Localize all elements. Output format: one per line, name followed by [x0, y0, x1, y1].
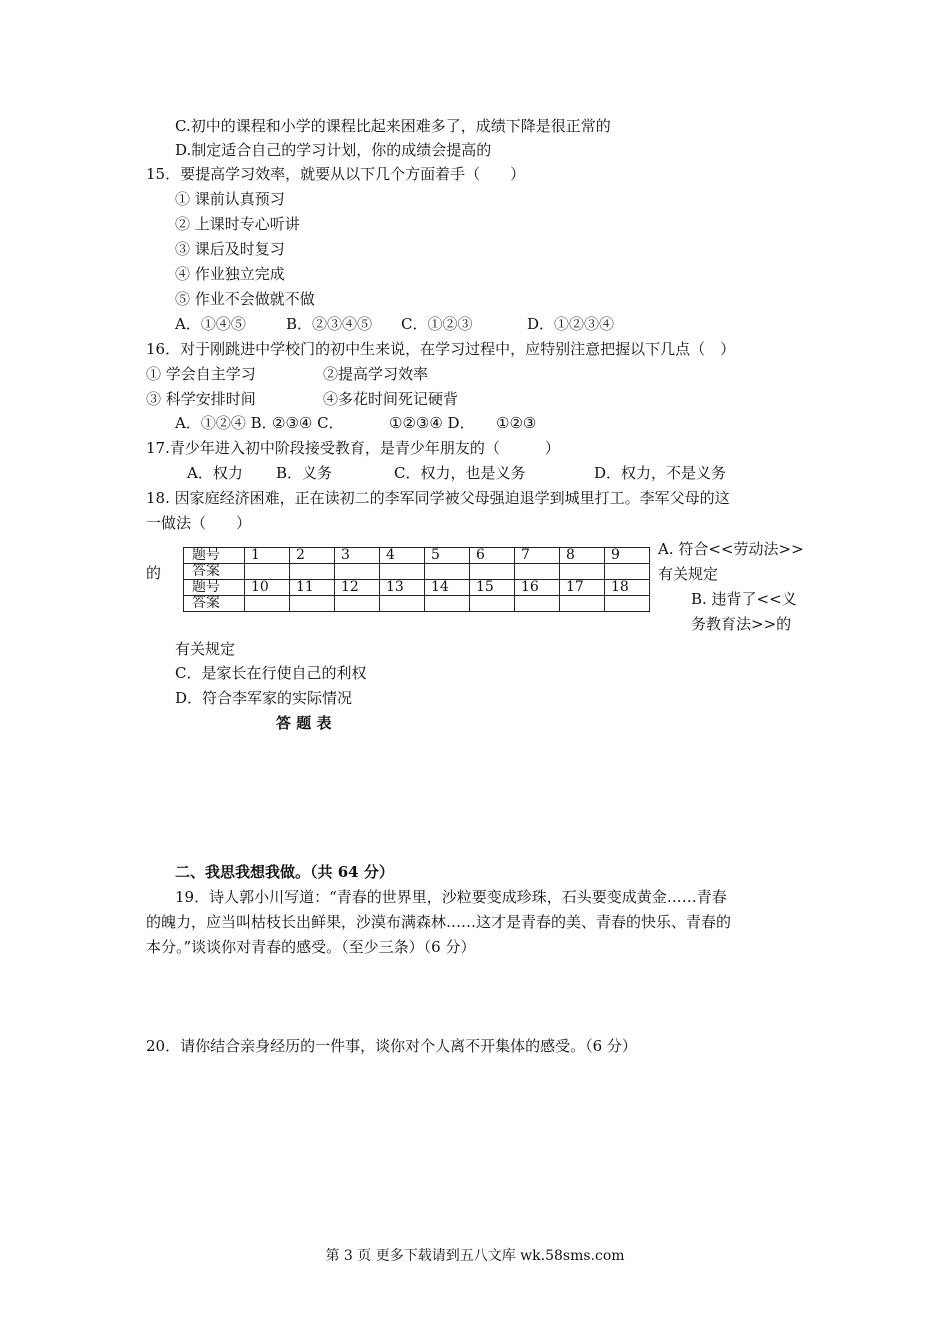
q16-item: ②提高学习效率 — [323, 365, 429, 383]
q16-item: ① 学会自主学习 — [146, 365, 256, 383]
question-number-cell: 18 — [605, 580, 650, 596]
table-row — [184, 596, 650, 612]
q17-stem: 17.青少年进入初中阶段接受教育，是青少年朋友的（ ） — [146, 439, 560, 457]
table-row — [184, 564, 650, 580]
q18-stem: 一做法（ ） — [146, 514, 252, 532]
answer-cell[interactable] — [605, 596, 650, 612]
table-row — [184, 580, 650, 596]
q16-stem: 16．对于刚跳进中学校门的初中生来说，在学习过程中，应特别注意把握以下几点（ ） — [146, 340, 736, 358]
q17-option-a: A．权力 — [187, 464, 243, 482]
question-number-cell: 12 — [335, 580, 380, 596]
q17-option-c: C．权力，也是义务 — [394, 464, 526, 482]
q15-item: ④ 作业独立完成 — [175, 265, 285, 283]
q16-item: ④多花时间死记硬背 — [323, 390, 459, 408]
q14-option-c: C.初中的课程和小学的课程比起来困难多了，成绩下降是很正常的 — [175, 117, 611, 135]
q15-item: ⑤ 作业不会做就不做 — [175, 290, 315, 308]
question-number-cell: 15 — [470, 580, 515, 596]
table-header-cell: 题号 — [184, 548, 245, 564]
answer-cell[interactable] — [470, 596, 515, 612]
q15-option-a: A．①④⑤ — [175, 315, 246, 333]
question-number-cell: 9 — [605, 548, 650, 564]
q15-item: ③ 课后及时复习 — [175, 240, 285, 258]
question-number-cell: 6 — [470, 548, 515, 564]
answer-cell[interactable] — [470, 564, 515, 580]
q20-text: 20．请你结合亲身经历的一件事，谈你对个人离不开集体的感受。（6 分） — [146, 1037, 637, 1055]
question-number-cell: 8 — [560, 548, 605, 564]
table-row — [184, 548, 650, 564]
q15-stem: 15．要提高学习效率，就要从以下几个方面着手（ ） — [146, 165, 526, 183]
q19-text: 的魄力，应当叫枯枝长出鲜果，沙漠布满森林……这才是青春的美、青春的快乐、青春的 — [146, 913, 732, 931]
answer-table-title: 答 题 表 — [276, 714, 332, 732]
answer-cell[interactable] — [515, 596, 560, 612]
q18-fragment: 的 — [146, 564, 162, 582]
q15-option-c: C．①②③ — [401, 315, 473, 333]
question-number-cell: 11 — [290, 580, 335, 596]
q16-option-b: ②③④ C． — [272, 414, 344, 432]
answer-cell[interactable] — [290, 564, 335, 580]
q14-option-d: D.制定适合自己的学习计划，你的成绩会提高的 — [175, 141, 492, 159]
q17-option-b: B．义务 — [276, 464, 333, 482]
q18-stem: 18. 因家庭经济困难，正在读初二的李军同学被父母强迫退学到城里打工。李军父母的这 — [146, 489, 730, 507]
q18-option-b: 务教育法>>的 — [691, 615, 792, 633]
table-header-cell: 题号 — [184, 580, 245, 596]
q18-option-d: D．符合李军家的实际情况 — [175, 689, 353, 707]
q19-text: 19．诗人郭小川写道：“青春的世界里，沙粒要变成珍珠，石头要变成黄金……青春 — [175, 888, 727, 906]
question-number-cell: 5 — [425, 548, 470, 564]
question-number-cell: 3 — [335, 548, 380, 564]
answer-cell[interactable] — [605, 564, 650, 580]
q16-item: ③ 科学安排时间 — [146, 390, 256, 408]
question-number-cell: 1 — [245, 548, 290, 564]
q16-option-a: A．①②④ B． — [175, 414, 277, 432]
table-header-cell: 答案 — [184, 564, 245, 580]
answer-cell[interactable] — [380, 564, 425, 580]
q18-option-b: 有关规定 — [175, 640, 236, 658]
q18-option-b: B. 违背了<<义 — [691, 590, 797, 608]
question-number-cell: 10 — [245, 580, 290, 596]
question-number-cell: 13 — [380, 580, 425, 596]
question-number-cell: 14 — [425, 580, 470, 596]
answer-cell[interactable] — [380, 596, 425, 612]
answer-cell[interactable] — [515, 564, 560, 580]
q16-option-d: ①②③ — [496, 414, 537, 432]
q15-option-d: D．①②③④ — [527, 315, 615, 333]
answer-cell[interactable] — [560, 564, 605, 580]
q15-item: ① 课前认真预习 — [175, 190, 285, 208]
answer-cell[interactable] — [290, 596, 335, 612]
answer-cell[interactable] — [245, 596, 290, 612]
q17-option-d: D．权力，不是义务 — [594, 464, 727, 482]
q18-option-c: C．是家长在行使自己的利权 — [175, 664, 367, 682]
answer-cell[interactable] — [335, 564, 380, 580]
question-number-cell: 2 — [290, 548, 335, 564]
q15-item: ② 上课时专心听讲 — [175, 215, 300, 233]
q19-text: 本分。”谈谈你对青春的感受。（至少三条）（6 分） — [146, 938, 476, 956]
q15-option-b: B．②③④⑤ — [286, 315, 373, 333]
q16-option-c: ①②③④ D． — [389, 414, 475, 432]
question-number-cell: 17 — [560, 580, 605, 596]
answer-table — [183, 547, 650, 612]
question-number-cell: 16 — [515, 580, 560, 596]
question-number-cell: 7 — [515, 548, 560, 564]
page-footer: 第 3 页 更多下载请到五八文库 wk.58sms.com — [325, 1248, 625, 1264]
section-heading: 二、我思我想我做。（共 64 分） — [175, 863, 394, 881]
answer-cell[interactable] — [335, 596, 380, 612]
table-header-cell: 答案 — [184, 596, 245, 612]
answer-cell[interactable] — [245, 564, 290, 580]
q18-option-a: 有关规定 — [658, 565, 719, 583]
answer-cell[interactable] — [425, 596, 470, 612]
answer-cell[interactable] — [560, 596, 605, 612]
answer-cell[interactable] — [425, 564, 470, 580]
question-number-cell: 4 — [380, 548, 425, 564]
q18-option-a: A. 符合<<劳动法>> — [658, 540, 804, 558]
